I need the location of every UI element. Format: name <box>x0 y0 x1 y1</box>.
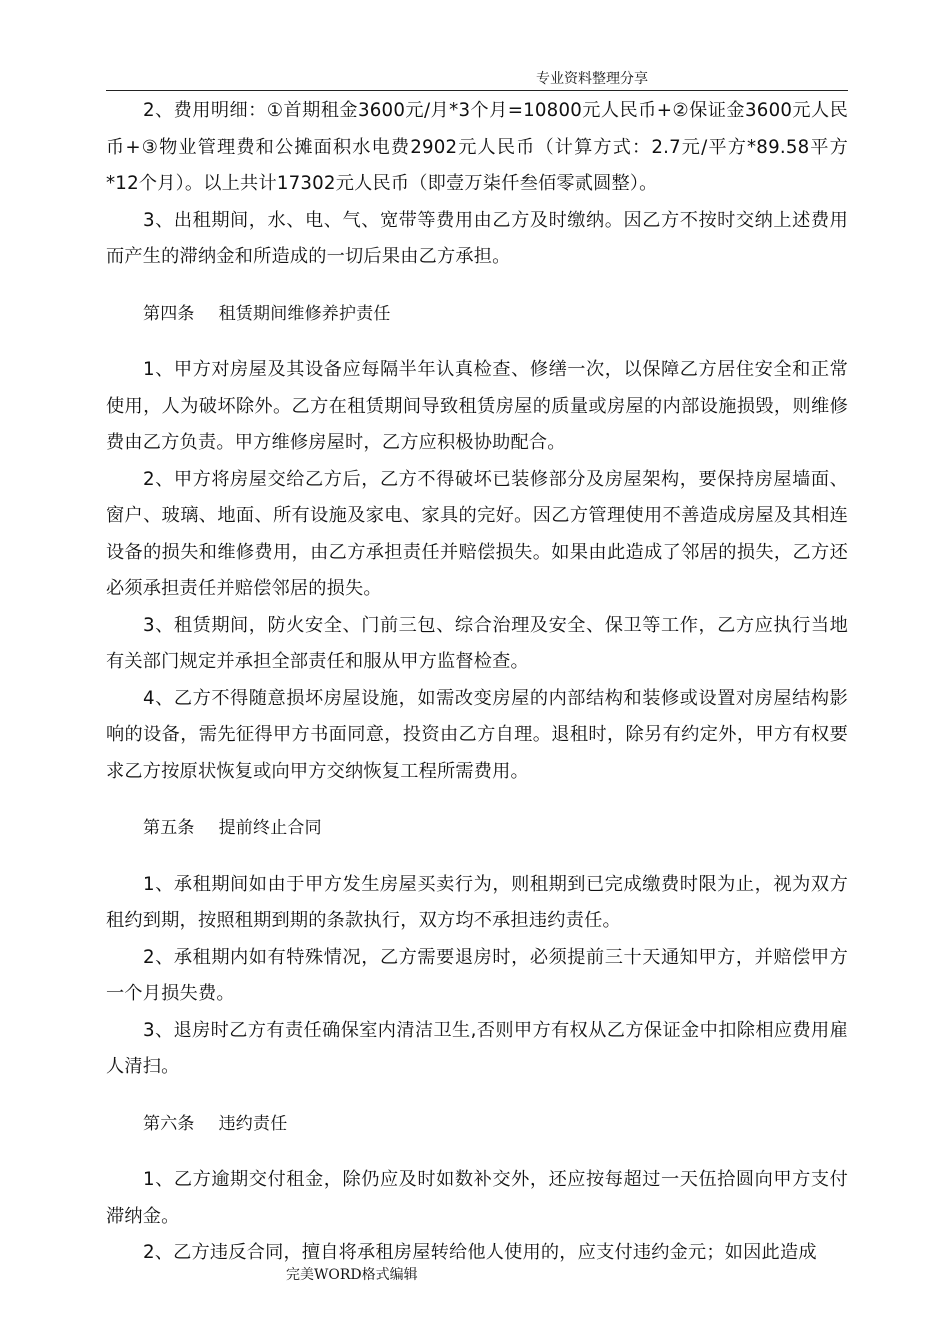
article-5-clause-2: 2、承租期内如有特殊情况，乙方需要退房时，必须提前三十天通知甲方，并赔偿甲方一个月损失费。 <box>106 946 848 1004</box>
page-header <box>106 66 848 91</box>
fee-details-paragraph: 2、费用明细：①首期租金3600元/月*3个月=10800元人民币+②保证金3600元人民币+③物业管理费和公摊面积水电费2902元人民币（计算方式：2.7元/平方*89.58平方*12个月）。以上共计17302元人民币（即壹万柒仟叁佰零贰圆整）。 <box>106 100 848 194</box>
article-5-clause-3: 3、退房时乙方有责任确保室内清洁卫生,否则甲方有权从乙方保证金中扣除相应费用雇人清扫。 <box>106 1019 848 1077</box>
article-5-title: 提前终止合同 <box>218 818 322 838</box>
article-4-clause-4: 4、乙方不得随意损坏房屋设施，如需改变房屋的内部结构和装修或设置对房屋结构影响的设备，需先征得甲方书面同意，投资由乙方自理。退租时，除另有约定外，甲方有权要求乙方按原状恢复或向甲方交纳恢复工程所需费用。 <box>106 687 848 782</box>
article-4-title: 租赁期间维修养护责任 <box>218 303 391 324</box>
article-4-number: 第四条 <box>143 303 195 324</box>
article-4-clause-3: 3、租赁期间，防火安全、门前三包、综合治理及安全、保卫等工作，乙方应执行当地有关部门规定并承担全部责任和服从甲方监督检查。 <box>106 614 848 672</box>
article-6-clause-1: 1、乙方逾期交付租金，除仍应及时如数补交外，还应按每超过一天伍拾圆向甲方支付滞纳金。 <box>106 1169 848 1227</box>
header-text: 专业资料整理分享 <box>536 71 648 87</box>
article-5-number: 第五条 <box>143 818 195 838</box>
article-4-clause-1: 1、甲方对房屋及其设备应每隔半年认真检查、修缮一次，以保障乙方居住安全和正常使用，人为破坏除外。乙方在租赁期间导致租赁房屋的质量或房屋的内部设施损毁，则维修费由乙方负责。甲方维修房屋时，乙方应积极协助配合。 <box>106 359 848 453</box>
article-4-clause-2: 2、甲方将房屋交给乙方后，乙方不得破坏已装修部分及房屋架构，要保持房屋墙面、窗户、玻璃、地面、所有设施及家电、家具的完好。因乙方管理使用不善造成房屋及其相连设备的损失和维修费用，由乙方承担责任并赔偿损失。如果由此造成了邻居的损失，乙方还必须承担责任并赔偿邻居的损失。 <box>106 468 848 599</box>
article-6-number: 第六条 <box>143 1113 195 1134</box>
article-5-clause-1: 1、承租期间如由于甲方发生房屋买卖行为，则租期到已完成缴费时限为止，视为双方租约到期，按照租期到期的条款执行，双方均不承担违约责任。 <box>106 873 848 931</box>
article-4-heading <box>143 296 848 333</box>
article-6-title: 违约责任 <box>218 1113 288 1134</box>
utilities-paragraph: 3、出租期间，水、电、气、宽带等费用由乙方及时缴纳。因乙方不按时交纳上述费用而产生的滞纳金和所造成的一切后果由乙方承担。 <box>106 209 848 267</box>
article-6-clause-2: 2、乙方违反合同，擅自将承租房屋转给他人使用的，应支付违约金元；如因此造成 <box>143 1242 817 1263</box>
article-5-heading <box>143 810 848 847</box>
article-6-heading <box>143 1106 848 1143</box>
page-footer: 完美WORD格式编辑 <box>286 1267 418 1283</box>
document-body <box>106 93 848 1272</box>
